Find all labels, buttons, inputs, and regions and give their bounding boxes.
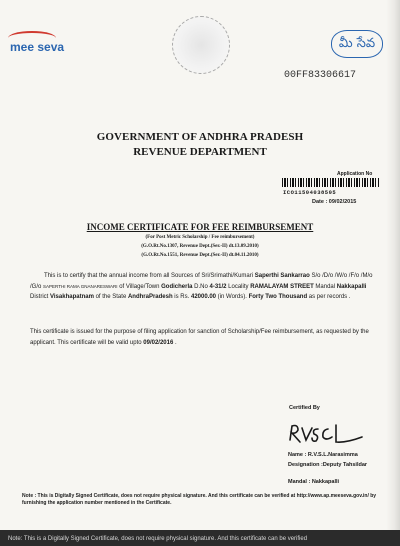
handwritten-signature [286, 420, 366, 446]
valid-upto-date: 09/02/2016 [143, 339, 174, 346]
barcode [282, 178, 380, 187]
body-text: as per records . [307, 294, 351, 300]
government-heading: GOVERNMENT OF ANDHRA PRADESH [96, 131, 304, 143]
telugu-logo-text: మీ సేవ [338, 36, 376, 51]
mandal: Nakkapalli [336, 283, 367, 290]
go-reference-1: (G.O.Rt.No.1307, Revenue Dept.(Ser.-II) dt.13.09.2010) [141, 244, 259, 249]
body-text: D.No [192, 283, 210, 290]
holder-name: Saperthi Sankarrao [254, 273, 310, 279]
go-reference-2: (G.O.Rt.No.1551, Revenue Dept.(Ser.-II) dt.04.11.2010) [141, 253, 259, 258]
issue-date: Date : 09/02/2015 [312, 199, 357, 205]
application-number-label: Application No [337, 171, 373, 177]
mee-seva-logo [10, 40, 64, 54]
bottom-note: Note: This is a Digitally Signed Certificate, does not require physical signature. And this certificate can be verified [8, 536, 308, 542]
purpose-text: This certificate is issued for the purpose of filing application for sanction of Scholarship/Fee reimbursement, as requested by the applicant. This certificate will be valid upto [30, 329, 369, 346]
body-text: This is to certify that the annual income from all Sources of Sri/Srimathi/Kumari [44, 273, 255, 279]
body-text: Locality [226, 283, 251, 290]
mee-seva-logo-text: mee seva [10, 40, 65, 54]
department-heading: REVENUE DEPARTMENT [133, 146, 267, 158]
certificate-body [30, 271, 376, 303]
page-edge-shadow [386, 0, 400, 546]
body-text: of Village/Town [117, 283, 162, 290]
village: Godicherla [161, 283, 193, 290]
door-number: 4-31/2 [209, 283, 227, 290]
serial-number: 00FF83306617 [284, 70, 357, 81]
body-text: (in Words). [216, 294, 249, 300]
certificate-subtitle: (For Post Metric Scholarship / Fee reimbursement) [145, 235, 255, 240]
father-name: SAPERTHI RAMA GNANARESWARI [43, 283, 118, 289]
application-number: ICO11504038505 [283, 189, 337, 196]
income-amount-words: Forty Two Thousand [248, 294, 308, 300]
signatory-name: Name : R.V.S.L.Narasimma [288, 452, 358, 458]
body-text: S/o /D/o /W/o /F/o /M/o /G/o [30, 273, 373, 290]
body-text: District [30, 294, 50, 300]
district: Visakhapatnam [50, 294, 94, 300]
purpose-text: . [173, 339, 177, 346]
certified-by-label: Certified By [289, 405, 320, 411]
government-seal-icon [172, 16, 230, 74]
signatory-mandal: Mandal : Nakkapalli [288, 479, 340, 485]
certificate-purpose [30, 327, 376, 348]
body-text: is Rs. [172, 294, 191, 300]
logo-swoosh-icon [8, 31, 56, 45]
signatory-designation: Designation :Deputy Tahsildar [288, 462, 368, 468]
state: AndhraPradesh [127, 294, 173, 300]
certificate-title: INCOME CERTIFICATE FOR FEE REIMBURSEMENT [86, 222, 314, 232]
locality: RAMALAYAM STREET [250, 283, 314, 290]
income-amount: 42000.00 [190, 294, 217, 300]
body-text: of the State [93, 294, 128, 300]
verification-note: Note : This is Digitally Signed Certificate, does not require physical signature. And this certificate can be verified at http://www.ap.meeseva.gov.in/ by furnishing the application number mentioned in the Certificate. [22, 493, 377, 506]
mee-seva-telugu-logo [331, 30, 383, 58]
body-text: Mandal [313, 283, 337, 290]
